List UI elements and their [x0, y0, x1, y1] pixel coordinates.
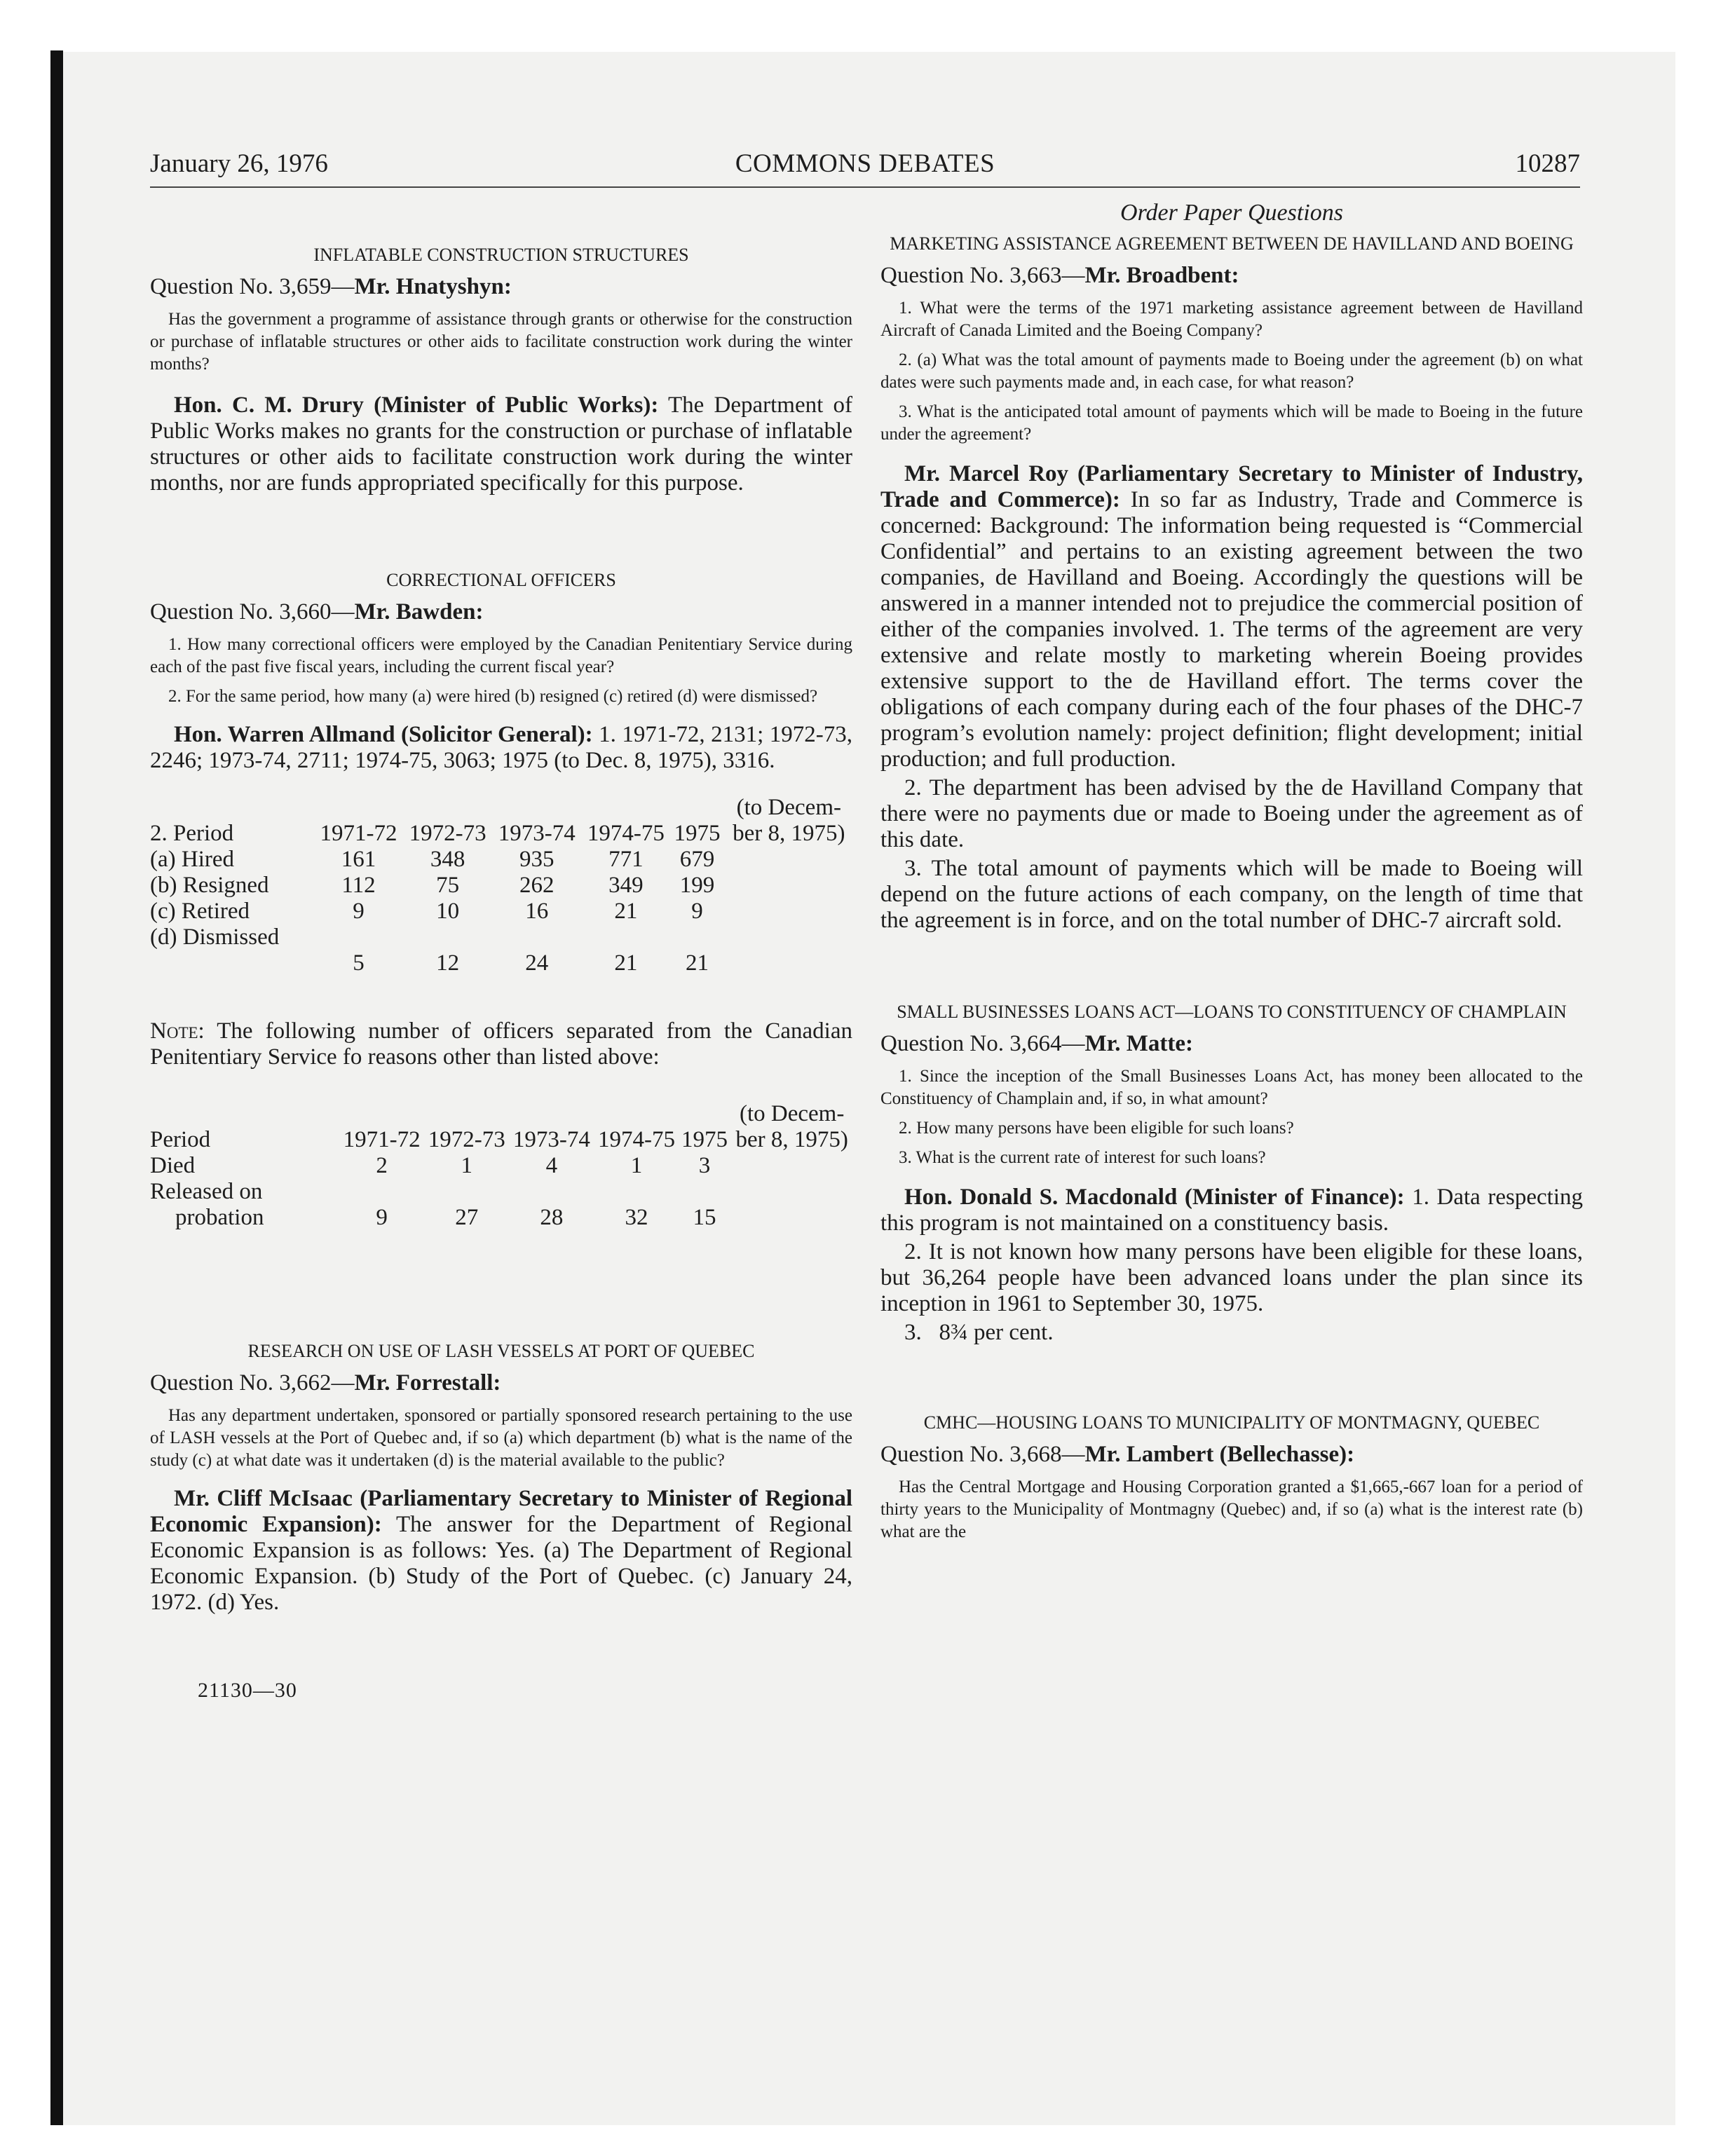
table-row — [150, 1153, 854, 1179]
section-caption: CMHC—HOUSING LOANS TO MUNICIPALITY OF MONTMAGNY, QUEBEC — [923, 1412, 1540, 1433]
table-cell: 262 — [519, 873, 554, 898]
table-cell: 9 — [691, 899, 703, 924]
table-cell: 161 — [341, 847, 376, 872]
answer-text: 3. The total amount of payments which will be made to Boeing will depend on the future actions of each company, on the length of time that the agreement is in force, and on the total number of DHC-7 aircraft sold. — [880, 856, 1583, 933]
table-cell: 1973-74 — [512, 1127, 590, 1152]
answer-speaker: Hon. Warren Allmand (Solicitor General): — [174, 722, 593, 747]
question-text: 3. What is the current rate of interest for such loans? — [899, 1148, 1266, 1167]
table-cell: 112 — [341, 873, 376, 898]
section-caption: INFLATABLE CONSTRUCTION STRUCTURES — [313, 245, 689, 265]
table-cell: (d) Dismissed — [150, 925, 280, 950]
header-date: January 26, 1976 — [150, 149, 328, 178]
answer-text — [150, 393, 852, 496]
table-cell: 1971-72 — [320, 821, 397, 846]
question-text: 2. For the same period, how many (a) were hired (b) resigned (c) retired (d) were dismissed? — [168, 687, 818, 706]
section-caption: SMALL BUSINESSES LOANS ACT—LOANS TO CONSTITUENCY OF CHAMPLAIN — [897, 1002, 1567, 1022]
table-row — [150, 1205, 854, 1231]
answer-speaker: Hon. Donald S. Macdonald (Minister of Finance): — [904, 1185, 1405, 1210]
answer-text — [880, 461, 1583, 772]
section-caption: MARKETING ASSISTANCE AGREEMENT BETWEEN DE HAVILLAND AND BOEING — [890, 233, 1574, 254]
question-text: 1. Since the inception of the Small Businesses Loans Act, has money been allocated to the Constituency of Champlain and, if so, in what amount? — [880, 1067, 1583, 1108]
table-cell: 4 — [545, 1153, 558, 1178]
table-cell: 1 — [630, 1153, 643, 1178]
table-cell: 1974-75 — [587, 821, 665, 846]
question-member: Mr. Bawden: — [354, 599, 484, 625]
answer-body: 1. Data respecting this program is not maintained on a constituency basis. — [880, 1185, 1583, 1236]
table-cell: 1972-73 — [428, 1127, 505, 1152]
question-text: Has the Central Mortgage and Housing Corporation granted a $1,665,-667 loan for a period of thirty years to the Municipality of Montmagny (Quebec) and, if so (a) what is the interest rate (b) what are the — [880, 1478, 1583, 1541]
table-cell: 1971-72 — [343, 1127, 421, 1152]
table-cell: 3 — [698, 1153, 711, 1178]
answer-text — [150, 722, 852, 774]
answer-text: 2. The department has been advised by the de Havilland Company that there were no payments due or made to Boeing under the agreement as of this date. — [880, 775, 1583, 852]
table-cell: 9 — [376, 1205, 388, 1230]
table-cell: 21 — [614, 899, 638, 924]
question-line — [150, 272, 852, 301]
question-number: Question No. 3,660— — [150, 599, 355, 625]
section-small-business-loans — [880, 1001, 1583, 1346]
section-inflatable — [150, 244, 852, 496]
question-text: 2. How many persons have been eligible for such loans? — [899, 1119, 1294, 1138]
right-column — [880, 199, 1583, 1550]
answer-text — [150, 1486, 852, 1616]
table-row — [150, 873, 854, 899]
table-row — [150, 847, 854, 873]
table-cell: 10 — [436, 899, 460, 924]
table-header-row — [150, 821, 854, 847]
table-cell: Died — [150, 1153, 196, 1178]
table-cell: 32 — [625, 1205, 648, 1230]
table-row — [150, 950, 854, 976]
table-cell: 75 — [436, 873, 460, 898]
table-cell: (to Decem- — [736, 795, 841, 820]
table-cell: 2. Period — [150, 821, 234, 846]
note-label: Note: — [150, 1018, 205, 1044]
note-text — [150, 1018, 852, 1070]
header-page-number: 10287 — [1515, 149, 1580, 178]
table-cell: 27 — [455, 1205, 479, 1230]
table-cell: probation — [175, 1205, 264, 1230]
table-row — [150, 925, 854, 950]
answer-text: 2. It is not known how many persons have been eligible for these loans, but 36,264 people have been advanced loans under the plan since its inception in 1961 to September 30, 1975. — [880, 1239, 1583, 1316]
question-text: 1. How many correctional officers were employed by the Canadian Penitentiary Service during each of the past five fiscal years, including the current fiscal year? — [150, 635, 852, 676]
table-cell: 1972-73 — [409, 821, 487, 846]
section-caption: CORRECTIONAL OFFICERS — [386, 570, 616, 590]
question-member: Mr. Hnatyshyn: — [354, 274, 512, 299]
table-cell: 1974-75 — [598, 1127, 676, 1152]
question-number: Question No. 3,659— — [150, 274, 355, 299]
section-lash-vessels — [150, 1340, 852, 1616]
section-dehavilland-boeing — [880, 233, 1583, 934]
question-member: Mr. Broadbent: — [1084, 263, 1239, 288]
page-header — [150, 149, 1580, 188]
question-line — [150, 1368, 852, 1398]
table-cell: 21 — [614, 950, 638, 976]
table-header-row — [150, 1127, 854, 1153]
question-member: Mr. Forrestall: — [354, 1370, 501, 1396]
left-column — [150, 199, 852, 1703]
section-correctional — [150, 569, 852, 1231]
answer-body: In so far as Industry, Trade and Commerce is concerned: Background: The information being requested is “Commercial Confidential” and pertains to an existing agreement between the two companies, de Havilland and Boeing. Accordingly the questions will be answered in a manner intended not to prejudice the commercial position of either of the companies involved. 1. The terms of the agreement are very extensive and relate mostly to marketing wherein Boeing provides extensive support to the de Havilland effort. The terms cover the obligations of each company during each of the four phases of the DHC-7 program’s evolution namely: project definition; flight development; initial production; and full production. — [880, 487, 1583, 772]
table-cell: (to Decem- — [739, 1101, 845, 1126]
table-cell: 935 — [519, 847, 554, 872]
question-number: Question No. 3,664— — [880, 1031, 1085, 1056]
table-row — [150, 1101, 854, 1127]
table-cell: 199 — [679, 873, 715, 898]
table-cell: 1 — [461, 1153, 472, 1178]
table-cell: 1975 — [681, 1127, 728, 1152]
table-cell: (c) Retired — [150, 899, 250, 924]
table-cell: 9 — [353, 899, 365, 924]
question-member: Mr. Matte: — [1084, 1031, 1194, 1056]
table-cell: Period — [150, 1127, 211, 1152]
question-number: Question No. 3,668— — [880, 1442, 1085, 1467]
table-cell: Released on — [150, 1179, 263, 1204]
scan-edge — [50, 50, 63, 2125]
table-cell: 28 — [540, 1205, 564, 1230]
question-text: 2. (a) What was the total amount of payments made to Boeing under the agreement (b) on what dates were such payments made and, in each case, for what reason? — [880, 350, 1583, 392]
answer-text: 3. 8¾ per cent. — [904, 1320, 1054, 1345]
section-caption: RESEARCH ON USE OF LASH VESSELS AT PORT OF QUEBEC — [247, 1341, 755, 1361]
running-head: Order Paper Questions — [1120, 200, 1343, 226]
table-cell: (a) Hired — [150, 847, 235, 872]
answer-speaker: Mr. Marcel Roy (Parliamentary Secretary to Minister of Industry, Trade and Commerce): — [880, 461, 1583, 512]
table-cell: 349 — [608, 873, 644, 898]
officers-table — [150, 795, 854, 976]
table-cell: 1975 — [674, 821, 721, 846]
question-line — [150, 597, 852, 627]
answer-speaker: Hon. C. M. Drury (Minister of Public Works): — [174, 393, 659, 418]
table-cell: 348 — [430, 847, 465, 872]
answer-body: The answer for the Department of Regional Economic Expansion is as follows: Yes. (a) The Department of Regional Economic Expansion. (b) Study of the Port of Quebec. (c) January 24, 1972. (d) Yes. — [150, 1512, 853, 1615]
answer-text — [880, 1185, 1583, 1236]
table-row — [150, 899, 854, 925]
table-cell: 12 — [436, 950, 460, 976]
question-line — [880, 261, 1583, 290]
table-cell: 679 — [679, 847, 715, 872]
answer-body: 1. 1971-72, 2131; 1972-73, 2246; 1973-74, 2711; 1974-75, 3063; 1975 (to Dec. 8, 1975), 3316. — [150, 722, 852, 773]
table-cell: ber 8, 1975) — [735, 1127, 848, 1152]
question-member: Mr. Lambert (Bellechasse): — [1084, 1442, 1355, 1467]
table-cell: 15 — [693, 1205, 716, 1230]
question-number: Question No. 3,663— — [880, 263, 1085, 288]
separations-table — [150, 1101, 854, 1231]
print-code: 21130—30 — [198, 1679, 297, 1702]
table-row — [150, 795, 854, 821]
answer-speaker: Mr. Cliff McIsaac (Parliamentary Secretary to Minister of Regional Economic Expansion): — [150, 1486, 852, 1537]
table-cell: 1973-74 — [498, 821, 576, 846]
question-text: Has any department undertaken, sponsored or partially sponsored research pertaining to the use of LASH vessels at the Port of Quebec and, if so (a) which department (b) what is the name of the study (c) at what date was it undertaken (d) is the material available to the public? — [150, 1406, 852, 1470]
note-body: The following number of officers separated from the Canadian Penitentiary Service fo reasons other than listed above: — [150, 1018, 852, 1070]
table-cell: 2 — [376, 1153, 388, 1178]
question-line — [880, 1440, 1583, 1469]
question-text: 1. What were the terms of the 1971 marketing assistance agreement between de Havilland Aircraft of Canada Limited and the Boeing Company? — [880, 299, 1583, 340]
question-number: Question No. 3,662— — [150, 1370, 355, 1396]
table-cell: 5 — [353, 950, 365, 976]
header-publication: COMMONS DEBATES — [735, 149, 995, 178]
table-cell: 771 — [608, 847, 644, 872]
table-cell: 16 — [525, 899, 549, 924]
table-cell: 21 — [686, 950, 709, 976]
table-cell: ber 8, 1975) — [733, 821, 845, 846]
question-text: Has the government a programme of assistance through grants or otherwise for the construction or purchase of inflatable structures or other aids to facilitate construction work during the winter months? — [150, 310, 852, 374]
section-cmhc-montmagny — [880, 1412, 1583, 1543]
table-cell: 24 — [525, 950, 549, 976]
table-row — [150, 1179, 854, 1205]
question-text: 3. What is the anticipated total amount of payments which will be made to Boeing in the future under the agreement? — [880, 402, 1583, 444]
table-cell: (b) Resigned — [150, 873, 269, 898]
answer-body: The Department of Public Works makes no grants for the construction or purchase of inflatable structures or other aids to facilitate construction work during the winter months, nor are funds appropriated specifically for this purpose. — [150, 393, 853, 496]
question-line — [880, 1029, 1583, 1058]
